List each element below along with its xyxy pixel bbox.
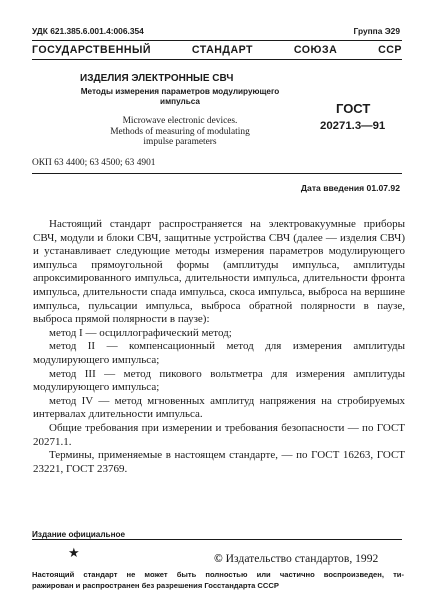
star-icon: ★ xyxy=(68,545,80,560)
paragraph-terms: Термины, применяемые в настоящем стандарте, — по ГОСТ 16263, ГОСТ 23221, ГОСТ 23769. xyxy=(33,449,405,475)
reproduction-notice xyxy=(32,569,404,591)
okp-codes: ОКП 63 4400; 63 4500; 63 4901 xyxy=(32,158,156,168)
paragraph-method-2: метод II — компенсационный метод для измерения амплитуды модулирующего импульса; xyxy=(33,340,405,366)
gost-label: ГОСТ xyxy=(336,101,371,116)
official-edition-label: Издание официальное xyxy=(32,530,126,539)
title-block xyxy=(80,73,280,148)
footer-rule xyxy=(32,539,402,540)
notice-line: Настоящий стандарт не может быть полностью или частично воспроизведен, ти- xyxy=(32,570,404,579)
subtitle-line: Методы измерения параметров модулирующего xyxy=(80,87,280,96)
group-code: Группа Э29 xyxy=(353,26,400,36)
copyright xyxy=(214,552,378,565)
paragraph-method-4: метод IV — метод мгновенных амплитуд напряжения на стробируемых интервалах длительности импульса. xyxy=(33,394,405,421)
heading-rule xyxy=(32,59,402,60)
copyright-icon: © xyxy=(214,552,223,565)
standard-heading: ГОСУДАРСТВЕННЫЙ СТАНДАРТ СОЮЗА ССР xyxy=(32,44,402,56)
copyright-text: Издательство стандартов, 1992 xyxy=(225,552,379,565)
title-english xyxy=(80,116,280,148)
top-rule xyxy=(32,40,402,41)
udk-code: УДК 621.385.6.001.4:006.354 xyxy=(32,26,144,36)
gost-number: 20271.3—91 xyxy=(320,120,386,132)
paragraph-method-1: метод I — осциллографический метод; xyxy=(49,326,232,339)
subtitle-line: импульса xyxy=(160,97,200,106)
body-text xyxy=(33,218,405,476)
effective-date: Дата введения 01.07.92 xyxy=(300,183,400,193)
paragraph-scope: Настоящий стандарт распространяется на электровакуумные приборы СВЧ, модули и блоки СВЧ, защитные устройства СВЧ (далее — изделия СВЧ) и устанавливает следующие методы измерения параметров модулирующего импульса прямоугольной формы (амплитуды импульса, амплитуды апроксимированного импульса, длительности импульса, длительности фронта импульса, длительности спада импульса, скоса импульса, выброса на вершине импульса, пульсации импульса, выброса обратной полярности в паузе, выброса прямой полярности в паузе): xyxy=(33,218,405,326)
paragraph-method-3: метод III — метод пикового вольтметра для измерения амплитуды модулирующего импульса; xyxy=(33,367,405,394)
paragraph-requirements: Общие требования при измерении и требования безопасности — по ГОСТ 20271.1. xyxy=(33,421,405,448)
title-english-line: Microwave electronic devices. xyxy=(122,116,238,126)
okp-rule xyxy=(32,173,402,174)
title-russian: ИЗДЕЛИЯ ЭЛЕКТРОННЫЕ СВЧ xyxy=(80,73,234,84)
title-english-line: Methods of measuring of modulating xyxy=(110,126,250,137)
notice-line: ражирован и распространен без разрешения Госстандарта СССР xyxy=(32,581,279,590)
subtitle-russian xyxy=(80,87,280,107)
title-english-line: impulse parameters xyxy=(143,137,217,147)
